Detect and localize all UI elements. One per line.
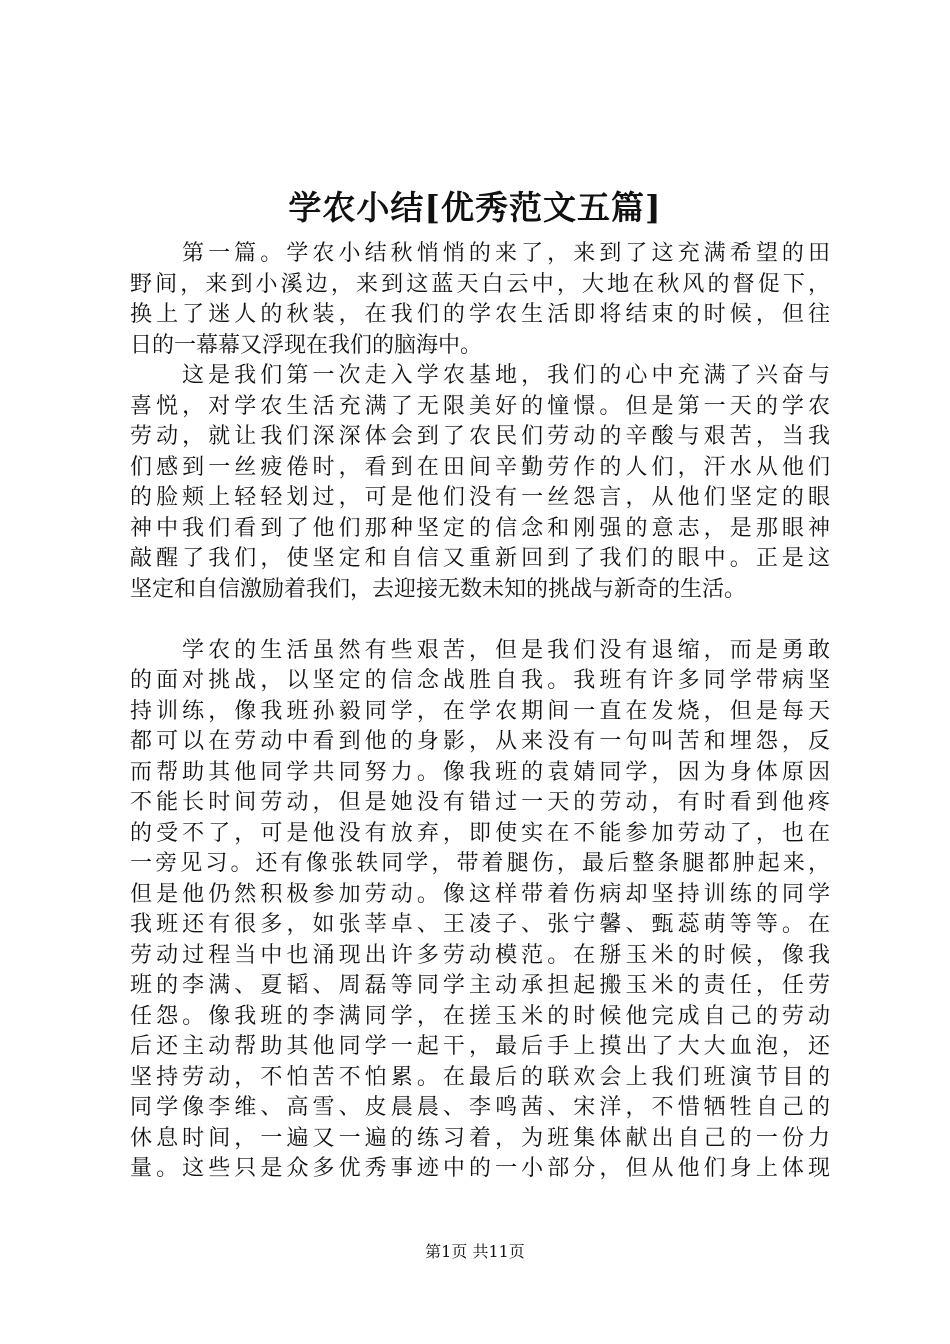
document-title: 学农小结[优秀范文五篇] [288,188,662,227]
paragraph-1-line-1: 第一篇。学农小结秋悄悄的来了，来到了这充满希望的田 [182,241,830,266]
paragraph-2-line-1: 这是我们第一次走入学农基地，我们的心中充满了兴奋与 [182,363,830,388]
paragraph-1-line-3: 换上了迷人的秋装，在我们的学农生活即将结束的时候，但往 [130,302,830,327]
paragraph-3-line-18: 量。这些只是众多优秀事迹中的一小部分，但从他们身上体现 [130,1156,830,1181]
paragraph-3-line-7: 的受不了，可是他没有放弃，即使实在不能参加劳动了，也在 [130,820,830,846]
paragraph-2-line-5: 的脸颊上轻轻划过，可是他们没有一丝怨言，从他们坚定的眼 [130,485,830,510]
paragraph-3-line-3: 持训练，像我班孙毅同学，在学农期间一直在发烧，但是每天 [130,698,830,724]
paragraph-3-line-13: 任怨。像我班的李满同学，在搓玉米的时候他完成自己的劳动 [130,1003,830,1029]
paragraph-3-line-4: 都可以在劳动中看到他的身影，从来没有一句叫苦和埋怨，反 [130,729,830,754]
paragraph-3-line-11: 劳动过程当中也涌现出许多劳动模范。在掰玉米的时候，像我 [130,942,830,968]
paragraph-3-line-6: 不能长时间劳动，但是她没有错过一天的劳动，有时看到他疼 [130,790,830,815]
paragraph-2-line-6: 神中我们看到了他们那种坚定的信念和刚强的意志，是那眼神 [130,515,830,541]
paragraph-3-line-10: 我班还有很多，如张莘卓、王凌子、张宁馨、甄蕊萌等等。在 [130,912,830,937]
page-number-footer: 第1页 共11页 [425,1242,525,1261]
paragraph-3-line-14: 后还主动帮助其他同学一起干，最后手上摸出了大大血泡，还 [130,1034,830,1059]
paragraph-3-line-8: 一旁见习。还有像张轶同学，带着腿伤，最后整条腿都肿起来， [130,851,830,876]
paragraph-2-line-7: 敲醒了我们，使坚定和自信又重新回到了我们的眼中。正是这 [130,546,830,571]
paragraph-2-line-4: 们感到一丝疲倦时，看到在田间辛勤劳作的人们，汗水从他们 [130,454,830,480]
paragraph-2-line-2: 喜悦，对学农生活充满了无限美好的憧憬。但是第一天的学农 [130,393,830,419]
document-body [130,239,830,1185]
paragraph-spacer [130,605,830,636]
paragraph-3-line-9: 但是他仍然积极参加劳动。像这样带着伤病却坚持训练的同学 [130,881,830,907]
paragraph-1-line-2: 野间，来到小溪边，来到这蓝天白云中，大地在秋风的督促下， [130,271,830,297]
paragraph-3-line-12: 班的李满、夏韬、周磊等同学主动承担起搬玉米的责任，任劳 [130,973,830,998]
paragraph-2-line-3: 劳动，就让我们深深体会到了农民们劳动的辛酸与艰苦，当我 [130,424,830,449]
paragraph-3-line-2: 的面对挑战，以坚定的信念战胜自我。我班有许多同学带病坚 [130,668,830,693]
paragraph-1-line-4: 日的一幕幕又浮现在我们的脑海中。 [130,332,483,358]
paragraph-3-line-15: 坚持劳动，不怕苦不怕累。在最后的联欢会上我们班演节目的 [130,1064,830,1090]
paragraph-3-line-1: 学农的生活虽然有些艰苦，但是我们没有退缩，而是勇敢 [182,637,830,663]
paragraph-2-line-8: 坚定和自信激励着我们，去迎接无数未知的挑战与新奇的生活。 [130,576,747,602]
paragraph-3-line-16: 同学像李维、高雪、皮晨晨、李鸣茜、宋洋，不惜牺牲自己的 [130,1095,830,1120]
paragraph-3-line-17: 休息时间，一遍又一遍的练习着，为班集体献出自己的一份力 [130,1125,830,1151]
paragraph-3-line-5: 而帮助其他同学共同努力。像我班的袁婧同学，因为身体原因 [130,759,830,785]
